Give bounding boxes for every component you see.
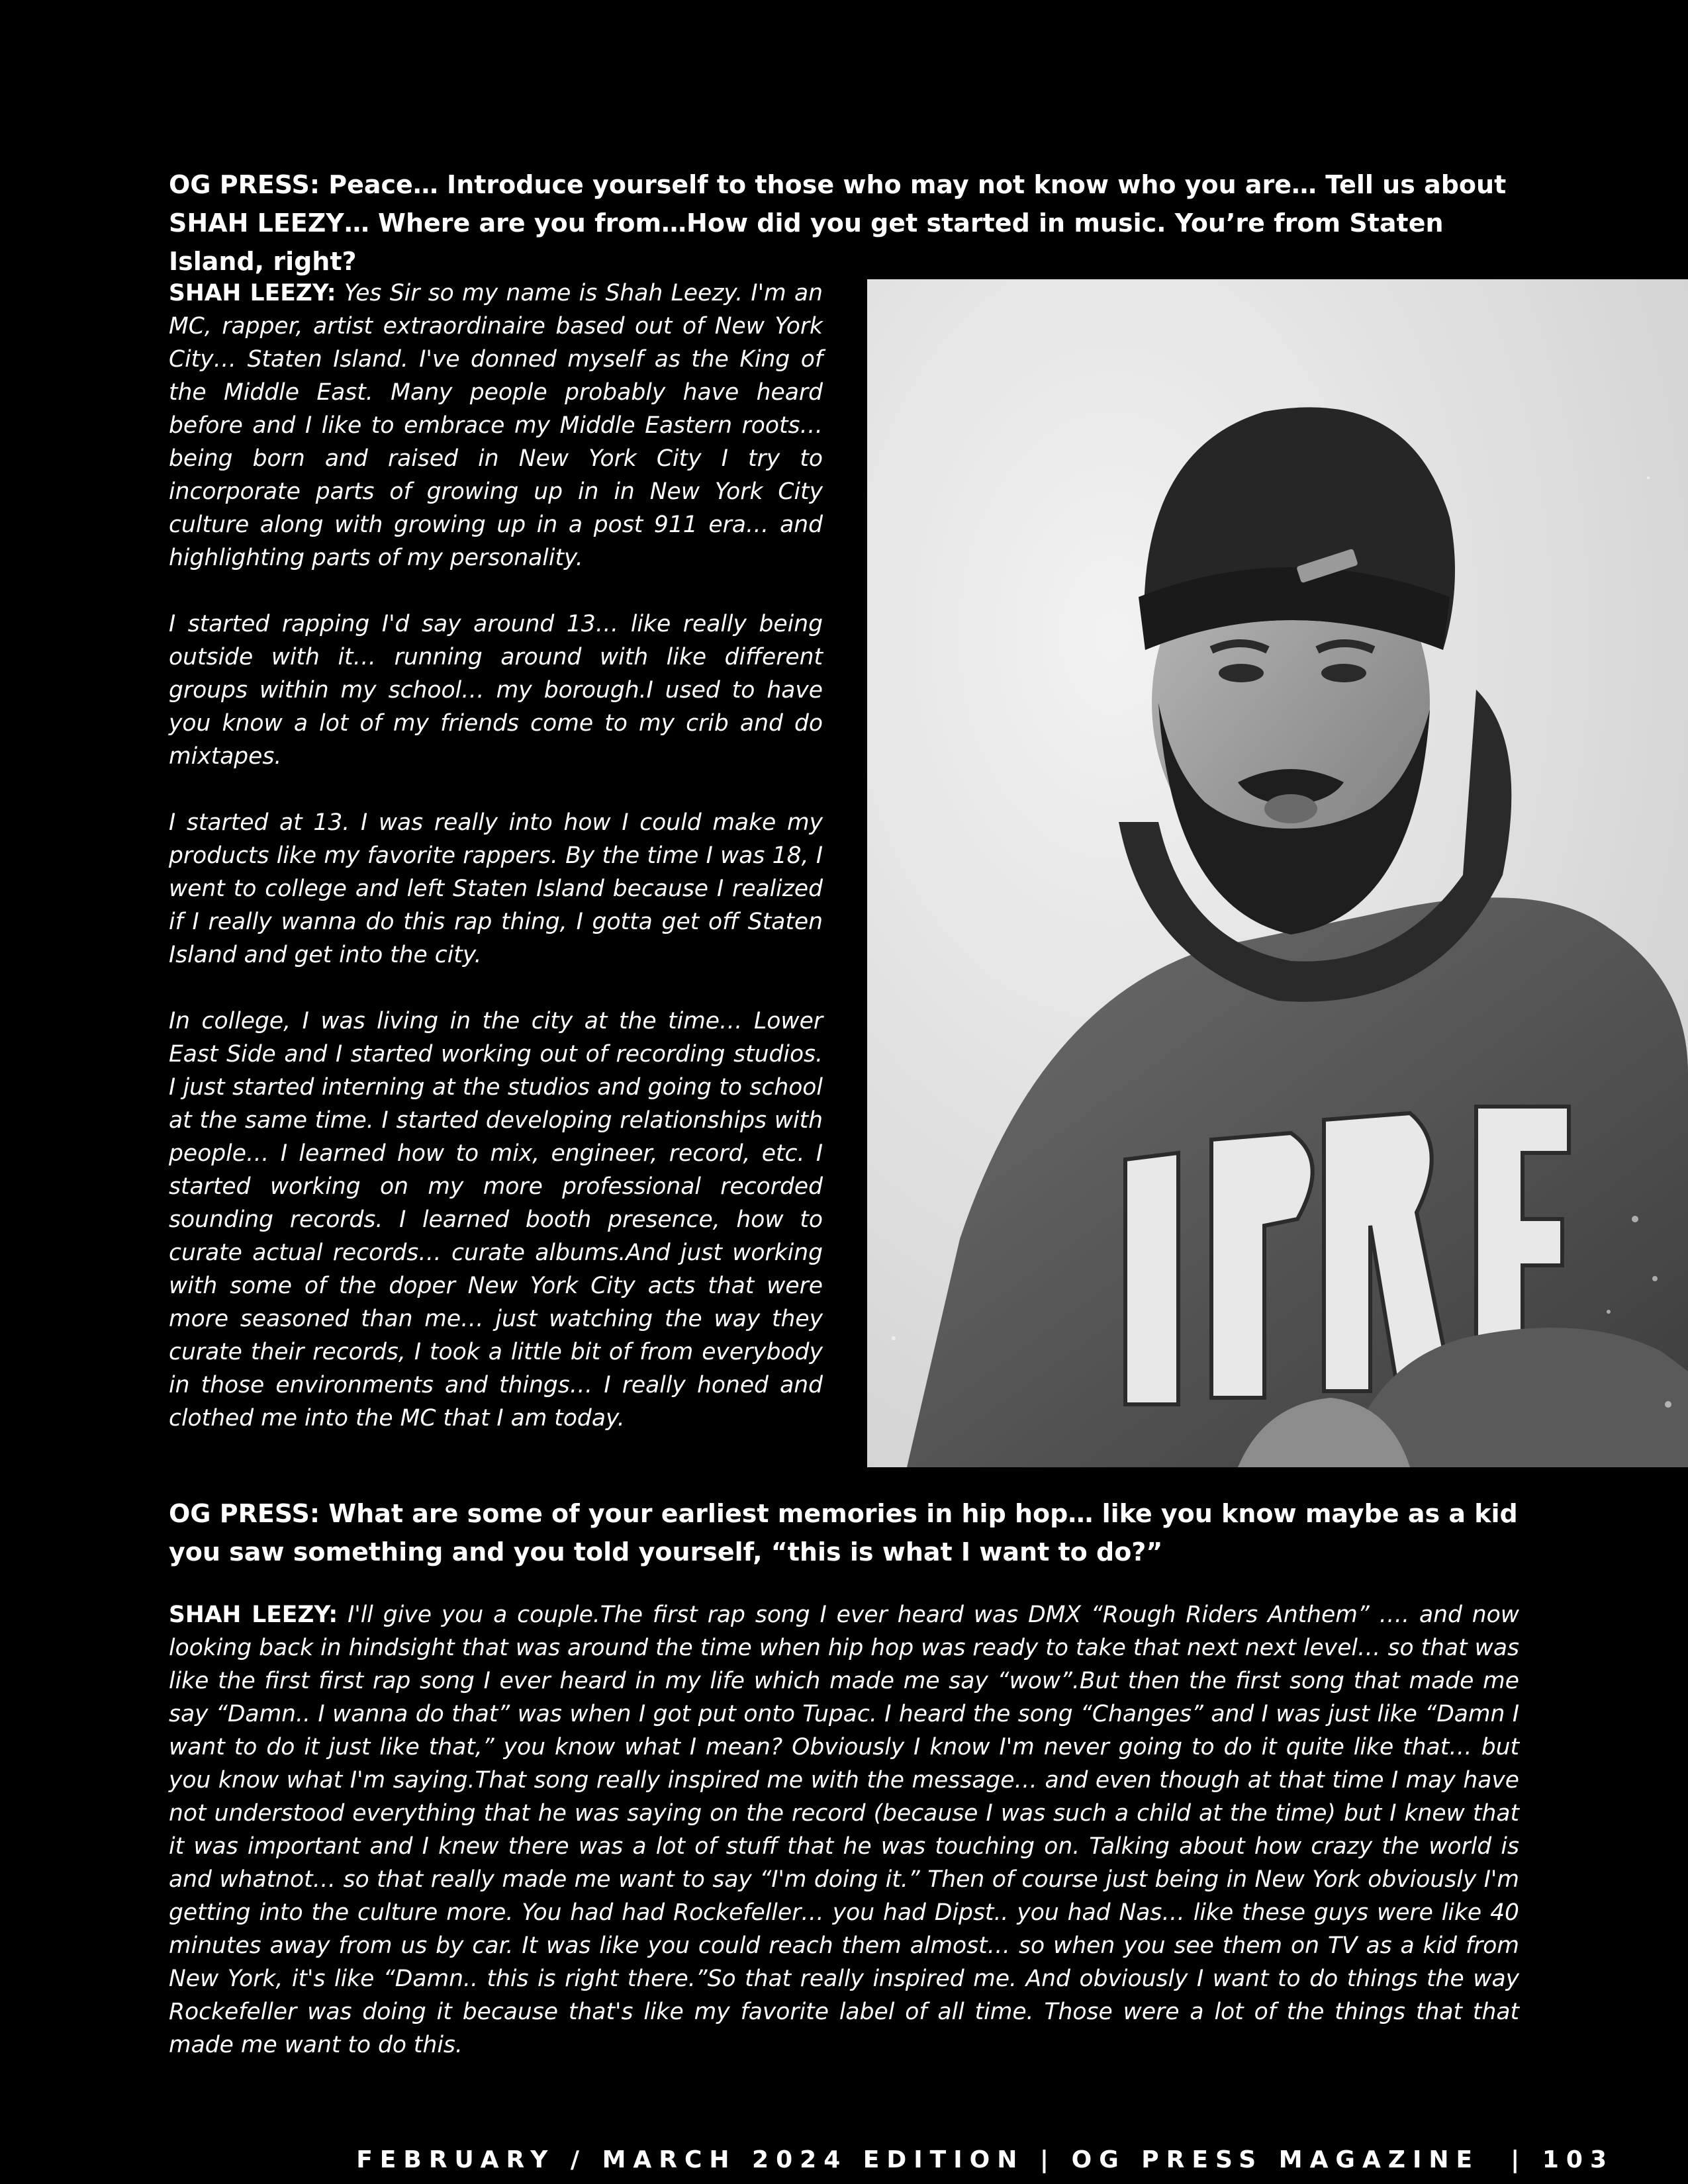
question-1-text: Peace… Introduce yourself to those who may not know who you are… Tell us about SHAH LEEZY… Where are you from…How did you get started in music. You’re from Staten Island, right?: [169, 170, 1507, 276]
answer-1-paragraph-4: In college, I was living in the city at the time… Lower East Side and I started working out of recording studios. I just started interning at the studios and going to school at the same time. I started developing relationships with people… I learned how to mix, engineer, record, etc. I started working on my more professional recorded sounding records. I learned booth presence, how to curate actual records… curate albums.And just working with some of the doper New York City acts that were more seasoned than me… just watching the way they curate their records, I took a little bit of from everybody in those environments and things… I really honed and clothed me into the MC that I am today.: [169, 1008, 823, 1432]
answer-1-speaker: SHAH LEEZY:: [169, 280, 336, 306]
answer-2-text: I'll give you a couple.The first rap song I ever heard was DMX “Rough Riders Anthem” …. and now looking back in hindsight that was around the time when hip hop was ready to take that next next level… so that was like the first first rap song I ever heard in my life which made me say “wow”.But then the first song that made me say “Damn.. I wanna do that” was when I got put onto Tupac. I heard the song “Changes” and I was just like “Damn I want to do it just like that,” you know what I mean? Obviously I know I'm never going to do it quite like that… but you know what I'm saying.That song really inspired me with the message… and even though at that time I may have not understood everything that he was saying on the record (because I was such a child at the time) but I knew that it was important and I knew there was a lot of stuff that he was touching on. Talking about how crazy the world is and whatnot… so that really made me want to say “I'm doing it.” Then of course just being in New York obviously I'm getting into the culture more. You had had Rockefeller… you had Dipst.. you had Nas… like these guys were like 40 minutes away from us by car. It was like you could reach them almost… so when you see them on TV as a kid from New York, it's like “Damn.. this is right there.”So that really inspired me. And obviously I want to do things the way Rockefeller was doing it because that's like my favorite label of all time. Those were a lot of the things that that made me want to do this.: [169, 1602, 1519, 2058]
answer-1-paragraph-3: I started at 13. I was really into how I could make my products like my favorite rappers. By the time I was 18, I went to college and left Staten Island because I realized if I really wanna do this rap thing, I gotta get off Staten Island and get into the city.: [169, 809, 823, 968]
answer-1: [169, 277, 823, 1435]
question-2: [169, 1494, 1523, 1571]
portrait-photo-illustration: [867, 279, 1688, 1467]
footer-edition: FEBRUARY / MARCH 2024 EDITION: [356, 2146, 1025, 2173]
footer-magazine: OG PRESS MAGAZINE: [1071, 2146, 1480, 2173]
answer-1-paragraph-1: [169, 277, 823, 574]
answer-2: [169, 1598, 1519, 2062]
footer-separator-2: |: [1511, 2146, 1527, 2173]
page-number: 103: [1542, 2146, 1614, 2173]
question-1-speaker: OG PRESS:: [169, 170, 320, 199]
question-2-speaker: OG PRESS:: [169, 1499, 320, 1528]
portrait-photo: [867, 279, 1688, 1467]
question-2-text: What are some of your earliest memories in hip hop… like you know maybe as a kid you saw something and you told yourself, “this is what I want to do?”: [169, 1499, 1518, 1567]
answer-1-paragraph-1-text: Yes Sir so my name is Shah Leezy. I'm an MC, rapper, artist extraordinaire based out of New York City… Staten Island. I've donned myself as the King of the Middle East. Many people probably have heard before and I like to embrace my Middle Eastern roots… being born and raised in New York City I try to incorporate parts of growing up in in New York City culture along with growing up in a post 911 era… and highlighting parts of my personality.: [169, 280, 823, 571]
question-1: [169, 165, 1523, 281]
answer-2-speaker: SHAH LEEZY:: [169, 1602, 338, 1628]
footer-separator: |: [1039, 2146, 1056, 2173]
answer-1-paragraph-2: I started rapping I'd say around 13… like really being outside with it… running around with like different groups within my school… my borough.I used to have you know a lot of my friends come to my crib and do mixtapes.: [169, 611, 823, 770]
page-footer: [356, 2146, 1614, 2173]
